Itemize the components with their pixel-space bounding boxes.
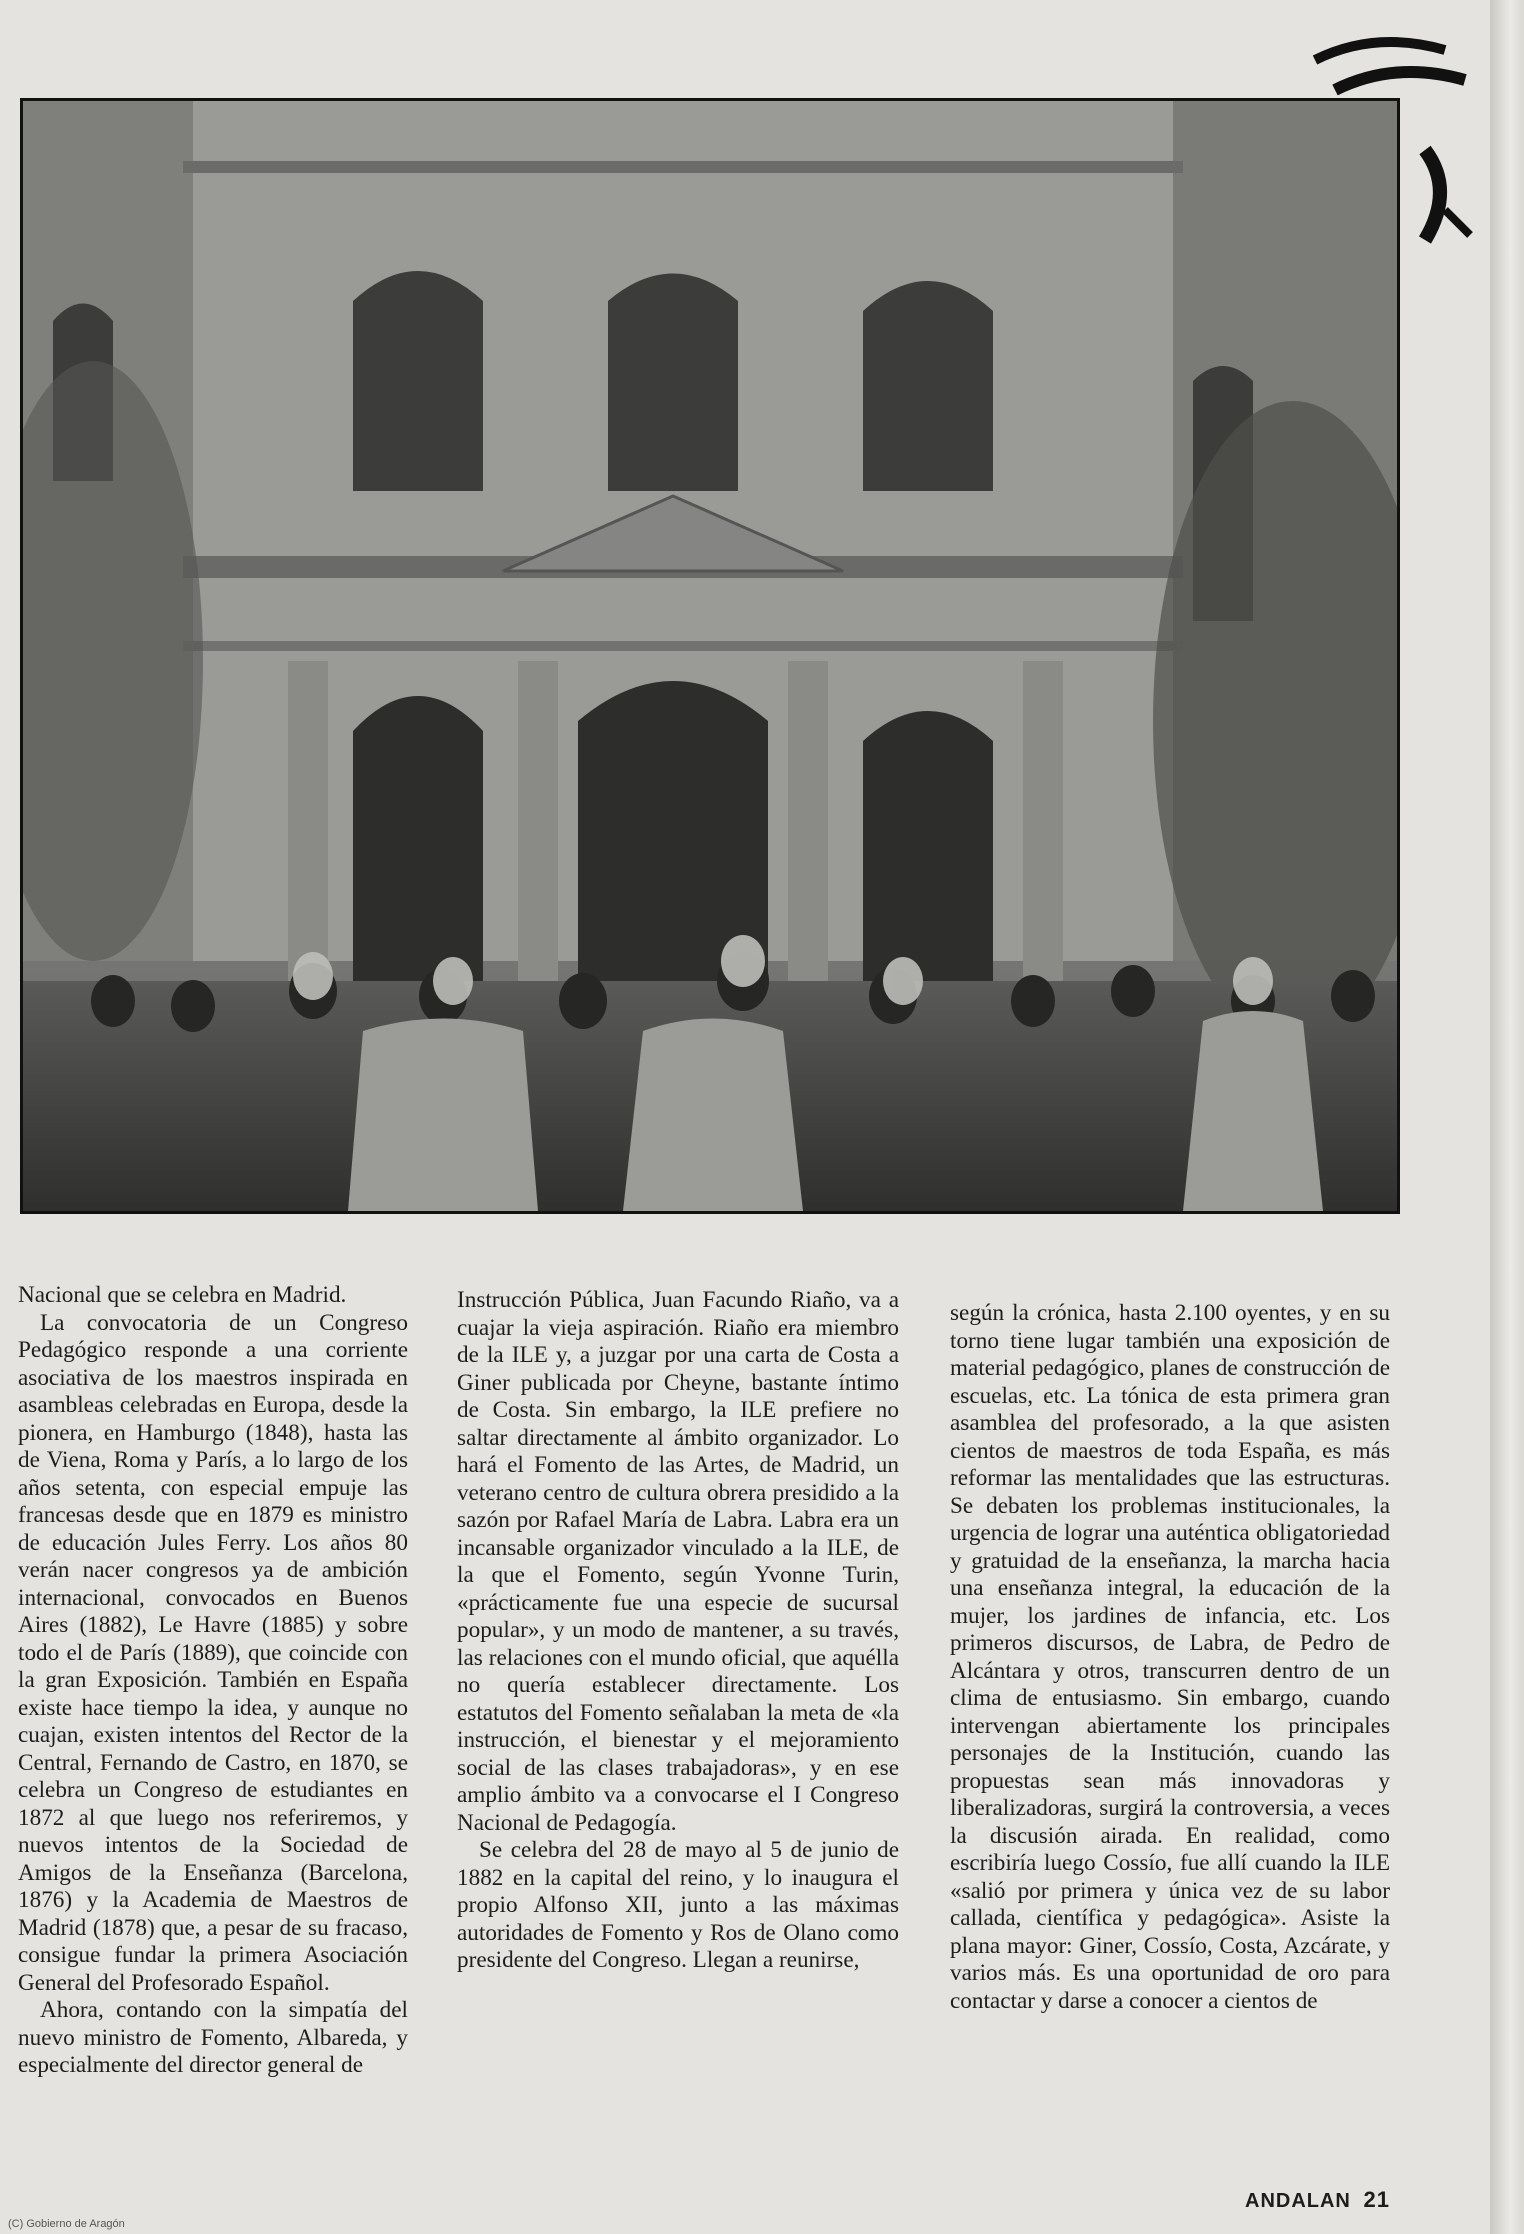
- paragraph: según la crónica, hasta 2.100 oyentes, y en su torno tiene lugar también una exposición de material pedagógico, planes de construcción de escuelas, etc. La tónica de esta primera gran asamblea del profesorado, a la que asisten cientos de maestros de toda España, es más reformar las mentalidades que las estructuras. Se debaten los problemas institucionales, la urgencia de lograr una auténtica obligatoriedad y gratuidad de la enseñanza, la marcha hacia una enseñanza integral, la educación de la mujer, los jardines de infancia, etc. Los primeros discursos, de Labra, de Pedro de Alcántara y otros, transcurren dentro de un clima de entusiasmo. Sin embargo, cuando intervengan abiertamente los principales personajes de la Institución, cuando las propuestas sean más innovadoras y liberalizadoras, surgirá la controversia, a veces la discusión airada. En realidad, como escribiría luego Cossío, fue allí cuando la ILE «salió por primera y única vez de su labor callada, científica y pedagógica». Asiste la plana mayor: Giner, Cossío, Costa, Azcárate, y varios más. Es una oportunidad de oro para contactar y darse a conocer a cientos de: [950, 1300, 1390, 2014]
- paragraph: Nacional que se celebra en Madrid.: [18, 1282, 347, 1308]
- university-building-students-photo-icon: [23, 101, 1397, 1211]
- andalan-logo-icon: [1275, 20, 1475, 270]
- paragraph: Se celebra del 28 de mayo al 5 de junio de 1882 en la capital del reino, y lo inaugura el propio Alfonso XII, junto a las máximas autoridades de Fomento y Ros de Olano como presidente del Congreso. Llegan a reunirse,: [457, 1837, 899, 1973]
- paragraph: La convocatoria de un Congreso Pedagógico responde a una corriente asociativa de los maestros inspirada en asambleas celebradas en Europa, desde la pionera, en Hamburgo (1848), hasta las de Viena, Roma y París, a lo largo de los años setenta, con especial empuje las francesas desde que en 1879 es ministro de educación Jules Ferry. Los años 80 verán nacer congresos ya de ambición internacional, convocados en Buenos Aires (1882), Le Havre (1885) y sobre todo el de París (1889), que coincide con la gran Exposición. También en España existe hace tiempo la idea, y aunque no cuajan, existen intentos del Rector de la Central, Fernando de Castro, en 1870, se celebra un Congreso de estudiantes en 1872 al que luego nos referiremos, y nuevos intentos de la Sociedad de Amigos de la Enseñanza (Barcelona, 1876) y la Academia de Maestros de Madrid (1878) que, a pesar de su fracaso, consigue fundar la primera Asociación General del Profesorado Español.: [18, 1309, 408, 1996]
- paragraph: Instrucción Pública, Juan Facundo Riaño, va a cuajar la vieja aspiración. Riaño era miembro de la ILE y, a juzgar por una carta de Costa a Giner publicada por Cheyne, bastante íntimo de Costa. Sin embargo, la ILE prefiere no saltar directamente al ámbito organizador. Lo hará el Fomento de las Artes, de Madrid, un veterano centro de cultura obrera presidido a la sazón por Rafael María de Labra. Labra era un incansable organizador vinculado a la ILE, de la que el Fomento, según Yvonne Turin, «prácticamente fue una especie de sucursal popular», y un modo de mantener, a su través, las relaciones con el mundo oficial, que aquélla no quería establecer directamente. Los estatutos del Fomento señalaban la meta de «la instrucción, el bienestar y el mejoramiento social de las clases trabajadoras», y en ese amplio ámbito va a convocarse el I Congreso Nacional de Pedagogía.: [457, 1287, 899, 1836]
- photo: [20, 98, 1400, 1214]
- magazine-name: ANDALAN: [1245, 2190, 1351, 2212]
- image-credit: (C) Gobierno de Aragón: [8, 2218, 125, 2230]
- text-column-1: [18, 1282, 408, 2080]
- page-number: 21: [1363, 2187, 1390, 2212]
- page-edge: [1490, 0, 1524, 2234]
- paragraph: Ahora, contando con la simpatía del nuevo ministro de Fomento, Albareda, y especialmente del director general de: [18, 1997, 408, 2078]
- text-column-2: [457, 1287, 899, 1975]
- text-column-3: [950, 1300, 1390, 2015]
- page-footer: [1245, 2187, 1390, 2213]
